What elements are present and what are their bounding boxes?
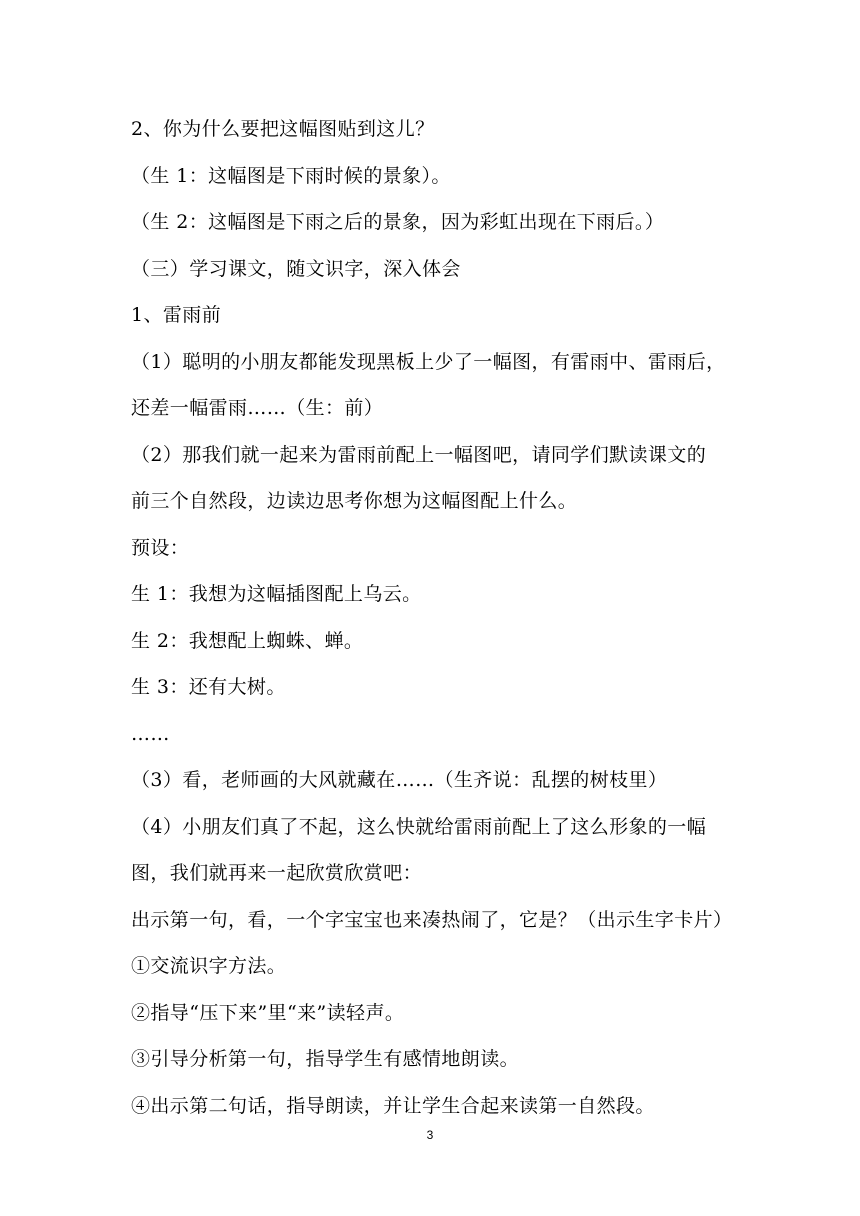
text-line: （4）小朋友们真了不起，这么快就给雷雨前配上了这么形象的一幅 [131, 815, 707, 838]
section-heading: （三）学习课文，随文识字，深入体会 [131, 257, 461, 280]
list-item: ③引导分析第一句，指导学生有感情地朗读。 [131, 1048, 520, 1070]
text-line: （生 1：这幅图是下雨时候的景象）。 [131, 164, 451, 187]
text-line: 生 1：我想为这幅插图配上乌云。 [131, 583, 422, 605]
text-line: 出示第一句，看，一个字宝宝也来凑热闹了，它是？（出示生字卡片） [131, 908, 733, 931]
text-line: （2）那我们就一起来为雷雨前配上一幅图吧，请同学们默读课文的 [131, 443, 707, 466]
text-line: 2、你为什么要把这幅图贴到这儿？ [131, 118, 435, 140]
text-line: 图，我们就再来一起欣赏欣赏吧： [131, 862, 423, 884]
text-line: 还差一幅雷雨……（生：前） [131, 397, 384, 419]
subsection-heading: 1、雷雨前 [131, 304, 222, 326]
list-item: ①交流识字方法。 [131, 955, 287, 977]
text-line: 预设： [131, 536, 190, 559]
text-line: …… [131, 722, 170, 745]
list-item: ④出示第二句话，指导朗读，并让学生合起来读第一自然段。 [131, 1094, 655, 1117]
text-line: （生 2：这幅图是下雨之后的景象，因为彩虹出现在下雨后。） [131, 211, 665, 233]
list-item: ②指导“压下来”里“来”读轻声。 [131, 1001, 405, 1024]
text-line: 前三个自然段，边读边思考你想为这幅图配上什么。 [131, 490, 578, 512]
text-line: （3）看，老师画的大风就藏在……（生齐说：乱摆的树枝里） [131, 769, 668, 791]
text-line: 生 3：还有大树。 [131, 676, 286, 698]
document-body [131, 106, 741, 1129]
text-line: 生 2：我想配上蜘蛛、蝉。 [131, 629, 364, 652]
page-number: 3 [426, 1128, 434, 1142]
text-line: （1）聪明的小朋友都能发现黑板上少了一幅图，有雷雨中、雷雨后， [131, 350, 726, 373]
